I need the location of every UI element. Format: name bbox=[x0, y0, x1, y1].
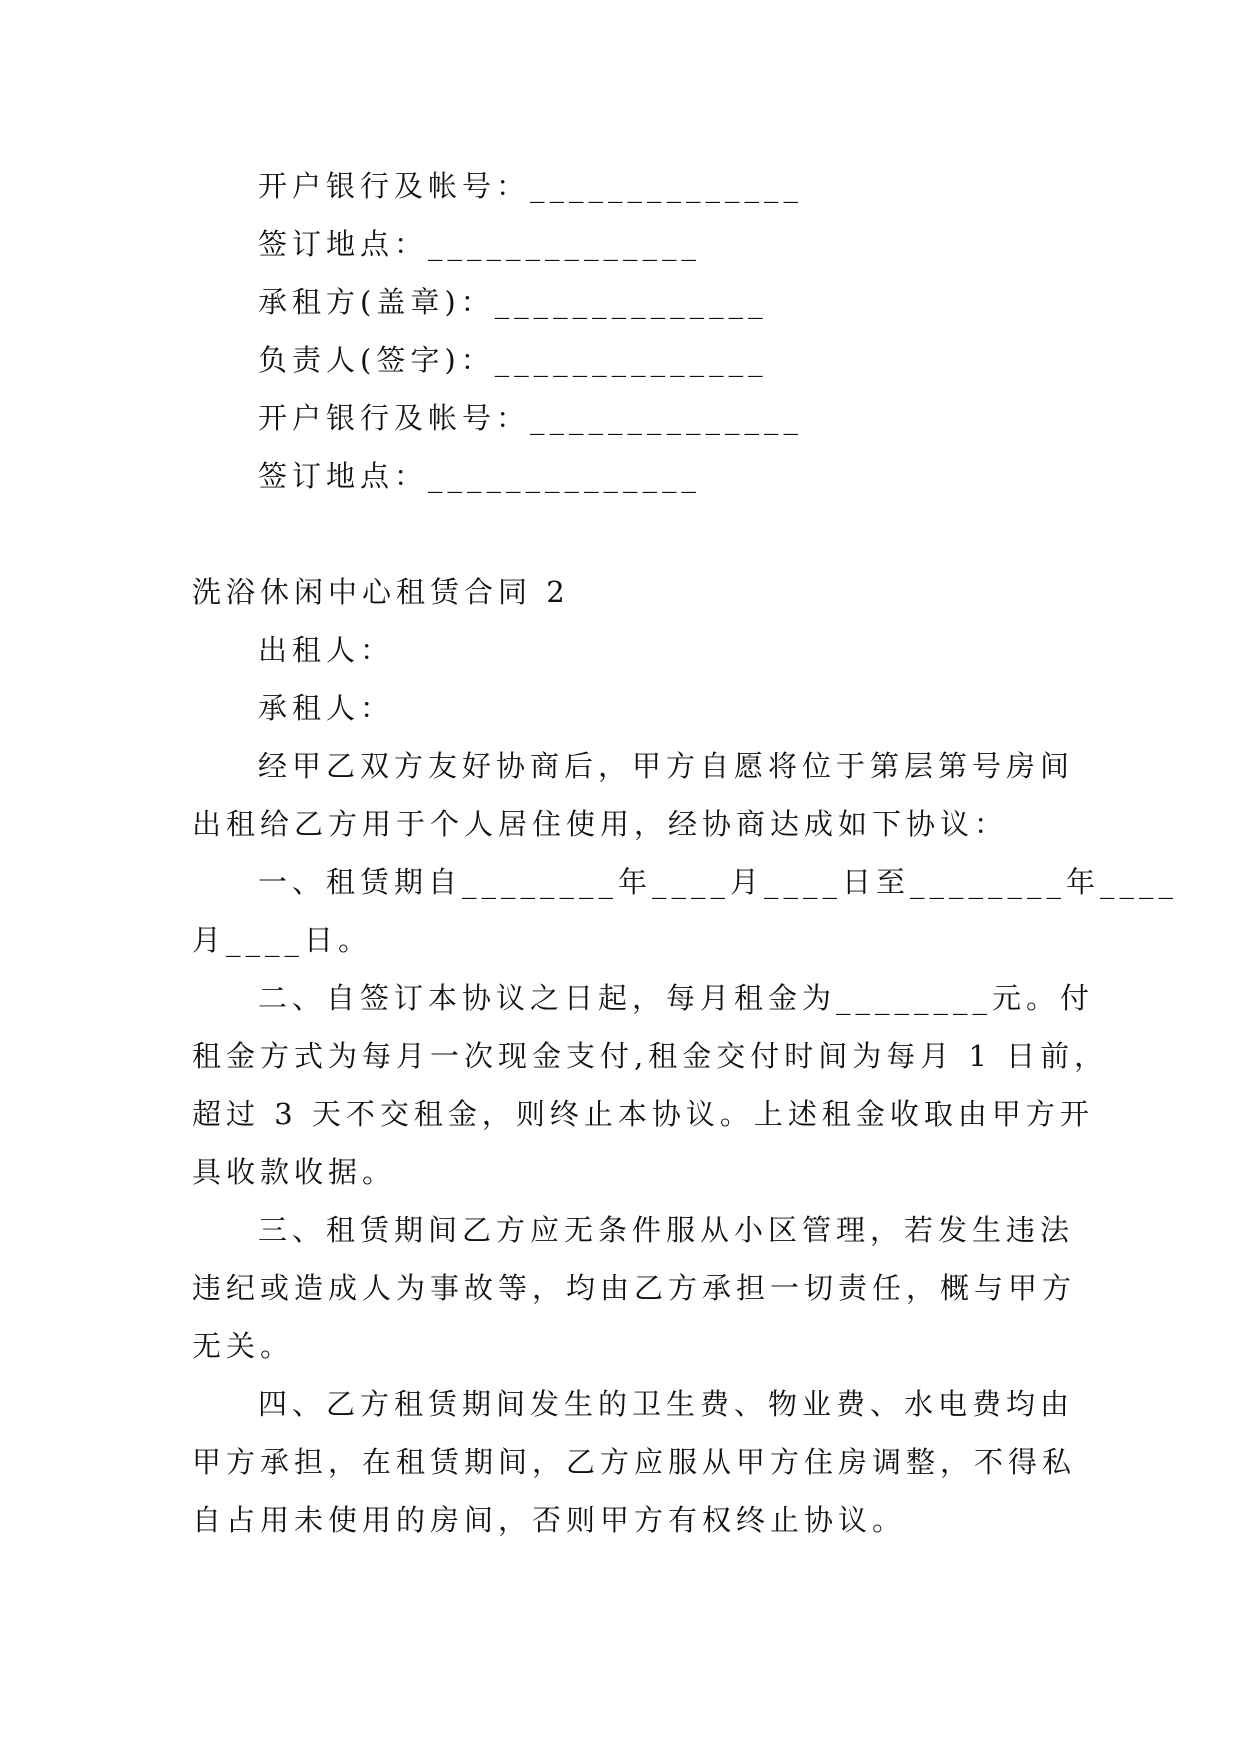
body-line: 违纪或造成人为事故等，均由乙方承担一切责任，概与甲方 bbox=[192, 1271, 1077, 1305]
body-line: 经甲乙双方友好协商后，甲方自愿将位于第层第号房间 bbox=[258, 749, 1075, 783]
contract-title: 洗浴休闲中心租赁合同 2 bbox=[192, 575, 570, 609]
body-line: 具收款收据。 bbox=[192, 1155, 397, 1189]
body-line: 自占用未使用的房间，否则甲方有权终止协议。 bbox=[192, 1503, 907, 1537]
bank-account-line-2: 开户银行及帐号：______________ bbox=[258, 401, 804, 435]
body-line: 一、租赁期自________年____月____日至________年____ bbox=[258, 865, 1179, 899]
body-line: 四、乙方租赁期间发生的卫生费、物业费、水电费均由 bbox=[258, 1387, 1075, 1421]
signing-place-line-2: 签订地点：______________ bbox=[258, 459, 702, 493]
lessee-label: 承租人： bbox=[258, 691, 395, 725]
lessor-label: 出租人： bbox=[258, 633, 395, 667]
body-line: 超过 3 天不交租金，则终止本协议。上述租金收取由甲方开 bbox=[192, 1097, 1094, 1131]
lessee-seal-line: 承租方(盖章)：______________ bbox=[258, 285, 768, 319]
body-line: 甲方承担，在租赁期间，乙方应服从甲方住房调整，不得私 bbox=[192, 1445, 1077, 1479]
body-line: 无关。 bbox=[192, 1329, 295, 1363]
body-line: 租金方式为每月一次现金支付,租金交付时间为每月 1 日前， bbox=[192, 1039, 1109, 1073]
body-line: 月____日。 bbox=[192, 923, 373, 957]
body-line: 三、租赁期间乙方应无条件服从小区管理，若发生违法 bbox=[258, 1213, 1075, 1247]
body-line: 出租给乙方用于个人居住使用，经协商达成如下协议： bbox=[192, 807, 1009, 841]
signing-place-line-1: 签订地点：______________ bbox=[258, 227, 702, 261]
responsible-person-signature-line: 负责人(签字)：______________ bbox=[258, 343, 768, 377]
bank-account-line-1: 开户银行及帐号：______________ bbox=[258, 169, 804, 203]
body-line: 二、自签订本协议之日起，每月租金为________元。付 bbox=[258, 981, 1095, 1015]
